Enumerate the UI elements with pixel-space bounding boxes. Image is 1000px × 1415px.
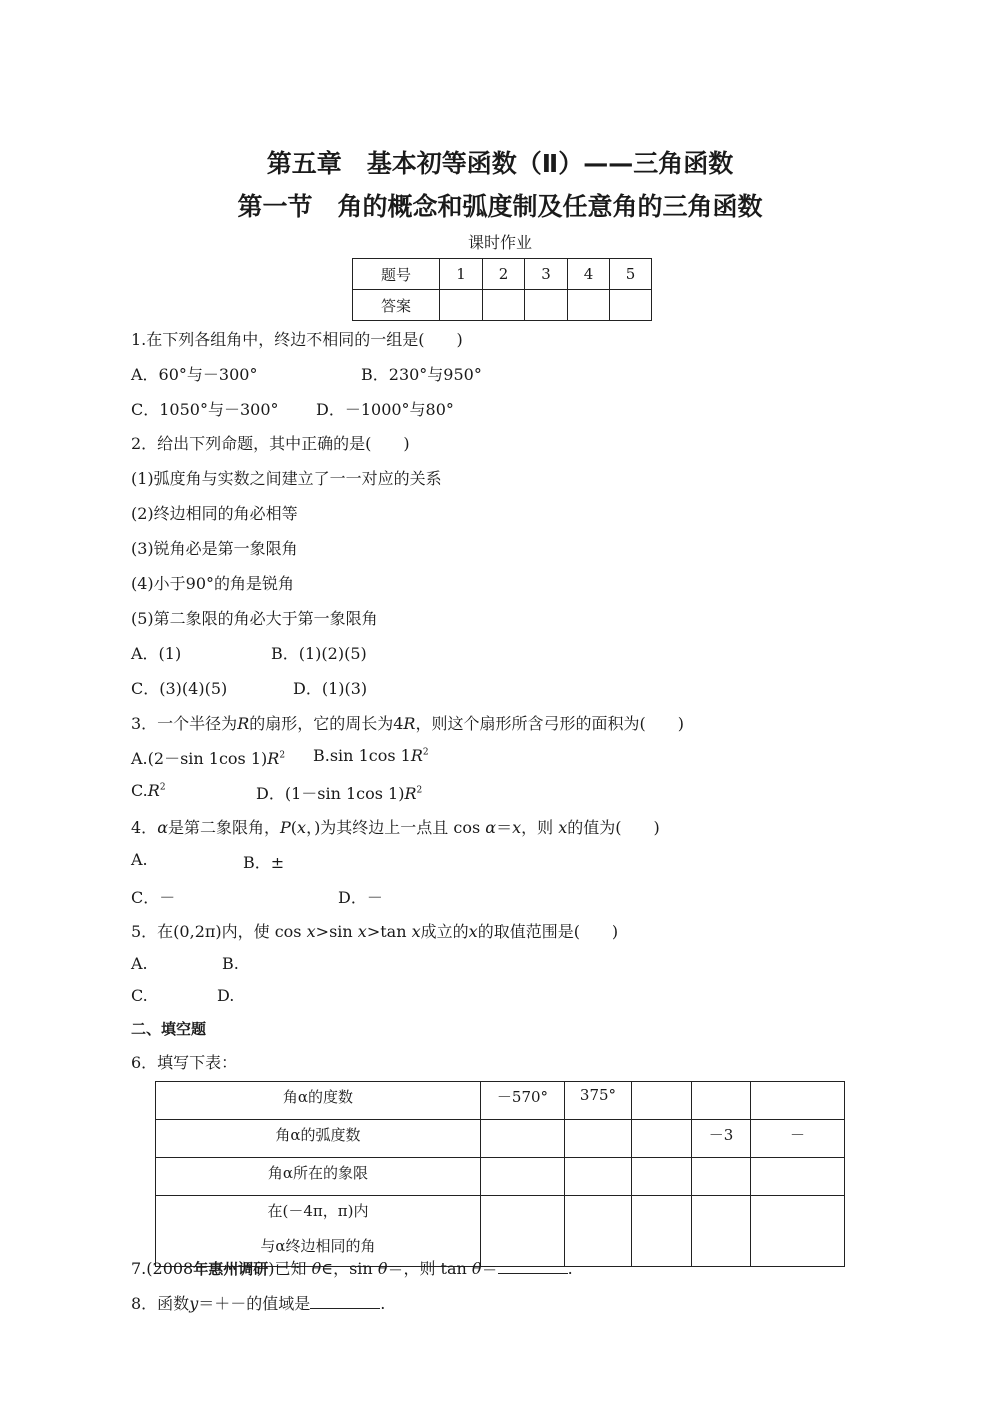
q4-option-c: C．－ (131, 888, 176, 907)
q7-stem-part: 7.(2008 (131, 1259, 194, 1278)
q1-stem: 1.在下列各组角中，终边不相同的一组是( ) (131, 330, 463, 349)
q8-var-y: y (189, 1294, 199, 1313)
q7-stem-part: ＝ (481, 1259, 498, 1278)
q4-var-p: P (280, 818, 291, 837)
q3-var-r: R (403, 714, 416, 733)
q5-option-b: B. (222, 954, 239, 973)
q3-var-r: R (267, 749, 280, 768)
q3-var-r: R (410, 746, 423, 765)
answer-cell[interactable] (632, 1120, 692, 1158)
q5-stem-part: >sin (315, 922, 353, 941)
table-cell-line: 在(－4π，π)内 (267, 1202, 369, 1220)
answer-cell[interactable] (440, 290, 483, 321)
q7-var-theta: θ (311, 1259, 322, 1278)
answer-cell[interactable] (525, 290, 568, 321)
q2-option-c: C．(3)(4)(5) (131, 679, 228, 698)
q7-source: 年惠州调研 (193, 1260, 269, 1278)
q3-stem-part: 3．一个半径为 (131, 714, 238, 733)
q5-option-d: D. (217, 986, 235, 1005)
answer-blank[interactable] (310, 1294, 380, 1309)
q5-stem (131, 919, 618, 942)
answer-cell[interactable] (610, 290, 652, 321)
q8-stem (131, 1291, 385, 1314)
q4-var-alpha: α (157, 818, 168, 837)
q1-option-b: B．230°与950° (361, 365, 482, 384)
table-cell: －570° (481, 1082, 565, 1120)
q5-stem-part: 5．在(0,2π)内，使 cos (131, 922, 302, 941)
answer-cell[interactable] (751, 1082, 845, 1120)
q7-var-theta: θ (471, 1259, 482, 1278)
q2-option-d: D．(1)(3) (293, 679, 368, 698)
fill-table (155, 1081, 845, 1267)
q7-stem-part: . (567, 1259, 573, 1278)
q4-option-d: D．－ (338, 888, 383, 907)
table-cell: 1 (440, 259, 483, 290)
q5-var-x: x (357, 922, 367, 941)
table-cell: 角α的度数 (156, 1082, 481, 1120)
table-cell: 4 (568, 259, 610, 290)
answer-cell[interactable] (481, 1158, 565, 1196)
q3-option-a-text: A.(2－sin 1cos 1) (131, 749, 268, 768)
table-cell: 角α的弧度数 (156, 1120, 481, 1158)
q2-statement-4: (4)小于90°的角是锐角 (131, 574, 295, 593)
q4-stem-part: ＝ (496, 818, 513, 837)
q6-stem: 6．填写下表： (131, 1053, 238, 1072)
q3-option-a (131, 746, 285, 769)
answer-cell[interactable] (692, 1196, 751, 1267)
superscript: 2 (416, 785, 423, 796)
q3-stem-part: 的扇形，它的周长为4 (249, 714, 404, 733)
answer-cell[interactable] (692, 1082, 751, 1120)
q3-option-d-text: D．(1－sin 1cos 1) (256, 784, 405, 803)
q5-stem-part: 成立的 (420, 922, 469, 941)
q5-option-c: C. (131, 986, 148, 1005)
q3-var-r: R (237, 714, 250, 733)
q4-option-a: A. (131, 850, 148, 869)
table-cell-line: 与α终边相同的角 (260, 1237, 376, 1255)
q2-statement-2: (2)终边相同的角必相等 (131, 504, 298, 523)
q3-option-b (313, 746, 429, 765)
table-row (156, 1158, 845, 1196)
superscript: 2 (422, 747, 429, 758)
table-cell: 3 (525, 259, 568, 290)
q7-stem-part: ＝，则 tan (387, 1259, 467, 1278)
q4-option-b: B．± (243, 853, 285, 872)
q3-option-c-text: C. (131, 781, 148, 800)
q4-var-x: x (297, 818, 307, 837)
q4-stem-part: ，)为其终边上一点且 cos (306, 818, 481, 837)
chapter-title: 第五章 基本初等函数（Ⅱ）——三角函数 (266, 149, 734, 178)
q2-statement-3: (3)锐角必是第一象限角 (131, 539, 298, 558)
q1-option-d: D．－1000°与80° (316, 400, 454, 419)
q3-stem (131, 711, 684, 734)
superscript: 2 (159, 782, 166, 793)
answer-cell[interactable] (483, 290, 525, 321)
table-row (156, 1120, 845, 1158)
q3-option-d (256, 781, 422, 804)
q3-option-b-text: B.sin 1cos 1 (313, 746, 411, 765)
q5-stem-part: >tan (366, 922, 407, 941)
q2-option-b: B．(1)(2)(5) (271, 644, 367, 663)
q8-stem-part: 8．函数 (131, 1294, 190, 1313)
q8-stem-part: ＝＋－的值域是 (198, 1294, 311, 1313)
q7-stem (131, 1256, 573, 1279)
q2-option-a: A．(1) (131, 644, 182, 663)
answer-blank[interactable] (498, 1259, 568, 1274)
table-cell: －3 (692, 1120, 751, 1158)
section-heading: 二、填空题 (131, 1020, 207, 1038)
answer-cell[interactable] (565, 1120, 632, 1158)
q4-number: 4． (131, 818, 158, 837)
answer-cell[interactable] (751, 1196, 845, 1267)
q4-stem-part: ( (290, 818, 298, 837)
table-cell: 375° (565, 1082, 632, 1120)
q3-var-r: R (147, 781, 160, 800)
q4-stem-part: ，则 (521, 818, 554, 837)
q8-stem-part: . (380, 1294, 386, 1313)
homework-subtitle: 课时作业 (467, 233, 532, 252)
answer-cell[interactable] (481, 1120, 565, 1158)
q4-var-x: x (512, 818, 522, 837)
q2-statement-1: (1)弧度角与实数之间建立了一一对应的关系 (131, 469, 442, 488)
q5-var-x: x (306, 922, 316, 941)
table-cell: 题号 (353, 259, 440, 290)
answer-cell[interactable] (568, 290, 610, 321)
table-row (156, 1082, 845, 1120)
q4-stem-part: 的值为( ) (567, 818, 660, 837)
q2-statement-5: (5)第二象限的角必大于第一象限角 (131, 609, 378, 628)
q5-var-x: x (468, 922, 478, 941)
table-row (353, 259, 652, 290)
q5-var-x: x (411, 922, 421, 941)
q2-stem: 2．给出下列命题，其中正确的是( ) (131, 434, 410, 453)
answer-table (352, 258, 652, 321)
table-cell: 角α所在的象限 (156, 1158, 481, 1196)
answer-cell[interactable] (632, 1158, 692, 1196)
q5-stem-part: 的取值范围是( ) (477, 922, 619, 941)
q4-var-alpha: α (485, 818, 497, 837)
q7-stem-part: )已知 (268, 1259, 307, 1278)
q1-option-c: C．1050°与－300° (131, 400, 279, 419)
answer-cell[interactable] (632, 1082, 692, 1120)
answer-cell[interactable] (692, 1158, 751, 1196)
q4-stem (131, 815, 660, 838)
table-row (353, 290, 652, 321)
table-cell: 答案 (353, 290, 440, 321)
q3-option-c (131, 781, 166, 800)
q5-option-a: A. (131, 954, 148, 973)
q7-var-theta: θ (377, 1259, 388, 1278)
table-cell: 2 (483, 259, 525, 290)
q4-var-x: x (558, 818, 568, 837)
q1-option-a: A．60°与－300° (131, 365, 258, 384)
q3-var-r: R (404, 784, 417, 803)
section-title: 第一节 角的概念和弧度制及任意角的三角函数 (237, 192, 763, 221)
superscript: 2 (279, 750, 286, 761)
answer-cell[interactable] (632, 1196, 692, 1267)
table-cell: 5 (610, 259, 652, 290)
q4-stem-part: 是第二象限角， (168, 818, 281, 837)
answer-cell[interactable] (565, 1196, 632, 1267)
q7-stem-part: ∈，sin (321, 1259, 373, 1278)
table-cell: － (751, 1120, 845, 1158)
answer-cell[interactable] (565, 1158, 632, 1196)
answer-cell[interactable] (751, 1158, 845, 1196)
q3-stem-part: ，则这个扇形所含弓形的面积为( ) (415, 714, 684, 733)
